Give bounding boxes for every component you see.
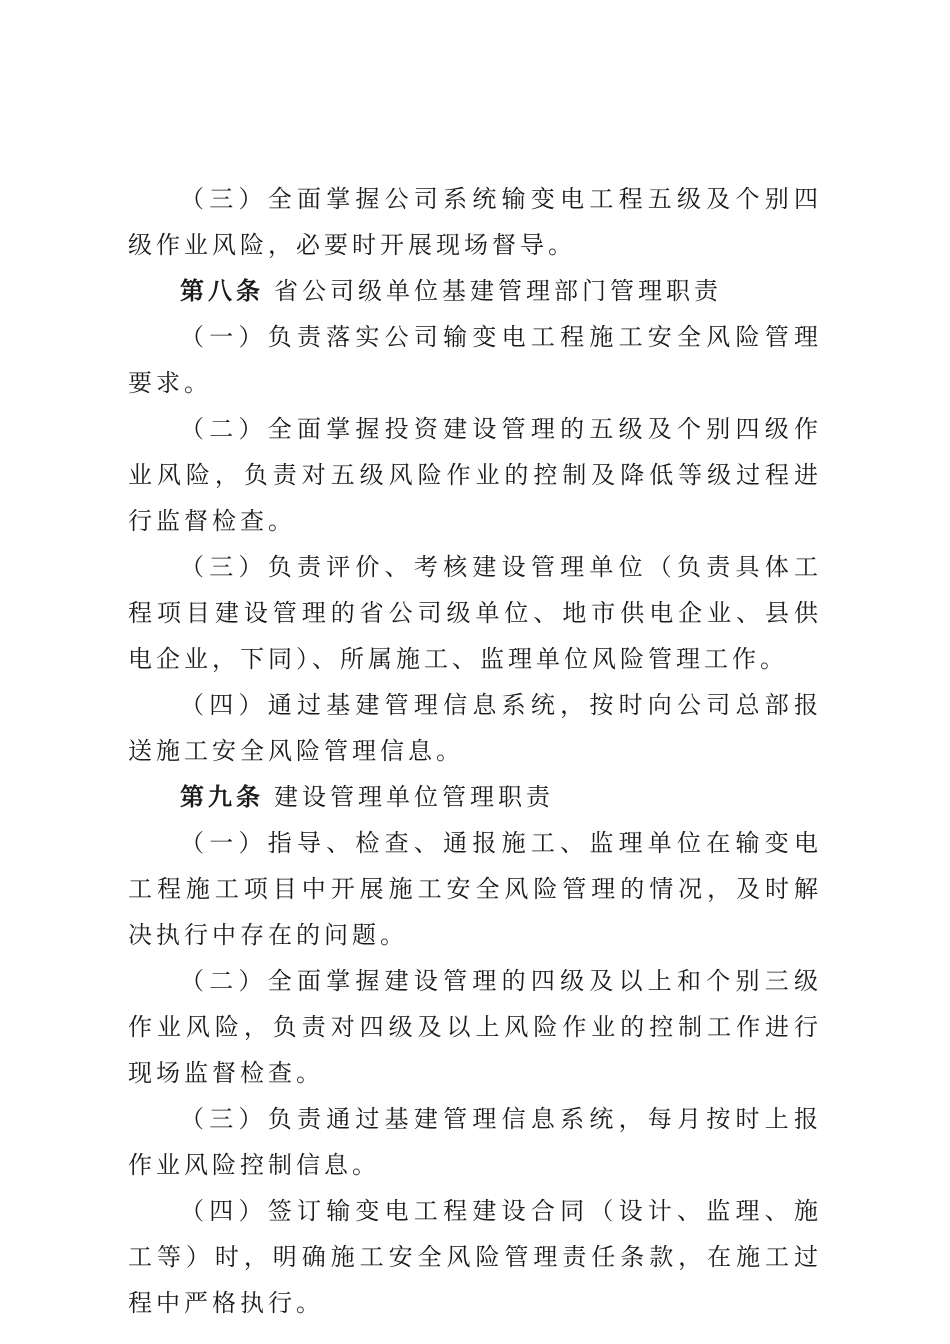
article-number: 第八条 [180, 276, 264, 305]
paragraph-item [128, 958, 822, 1096]
paragraph-item [128, 820, 822, 958]
paragraph-item [128, 544, 822, 682]
paragraph-text: （三）负责通过基建管理信息系统，每月按时上报作业风险控制信息。 [128, 1105, 822, 1179]
paragraph-text: （一）负责落实公司输变电工程施工安全风险管理要求。 [128, 323, 822, 397]
article-heading-9 [128, 774, 822, 820]
paragraph-text: （四）签订输变电工程建设合同（设计、监理、施工等）时，明确施工安全风险管理责任条款，在施工过程中严格执行。 [128, 1197, 822, 1317]
article-heading-8 [128, 268, 822, 314]
paragraph-text: （三）负责评价、考核建设管理单位（负责具体工程项目建设管理的省公司级单位、地市供电企业、县供电企业，下同）、所属施工、监理单位风险管理工作。 [128, 553, 822, 673]
paragraph-item [128, 314, 822, 406]
article-title: 省公司级单位基建管理部门管理职责 [274, 277, 722, 305]
paragraph-text: （一）指导、检查、通报施工、监理单位在输变电工程施工项目中开展施工安全风险管理的情况，及时解决执行中存在的问题。 [128, 829, 822, 949]
article-title: 建设管理单位管理职责 [274, 783, 554, 811]
paragraph-text: （四）通过基建管理信息系统，按时向公司总部报送施工安全风险管理信息。 [128, 691, 822, 765]
paragraph-item [128, 1188, 822, 1326]
paragraph-text: （二）全面掌握建设管理的四级及以上和个别三级作业风险，负责对四级及以上风险作业的控制工作进行现场监督检查。 [128, 967, 822, 1087]
paragraph-item [128, 176, 822, 268]
article-number: 第九条 [180, 782, 264, 811]
paragraph-text: （三）全面掌握公司系统输变电工程五级及个别四级作业风险，必要时开展现场督导。 [128, 185, 822, 259]
paragraph-item [128, 1096, 822, 1188]
document-body [128, 176, 822, 1326]
paragraph-item [128, 406, 822, 544]
paragraph-text: （二）全面掌握投资建设管理的五级及个别四级作业风险，负责对五级风险作业的控制及降低等级过程进行监督检查。 [128, 415, 822, 535]
paragraph-item [128, 682, 822, 774]
